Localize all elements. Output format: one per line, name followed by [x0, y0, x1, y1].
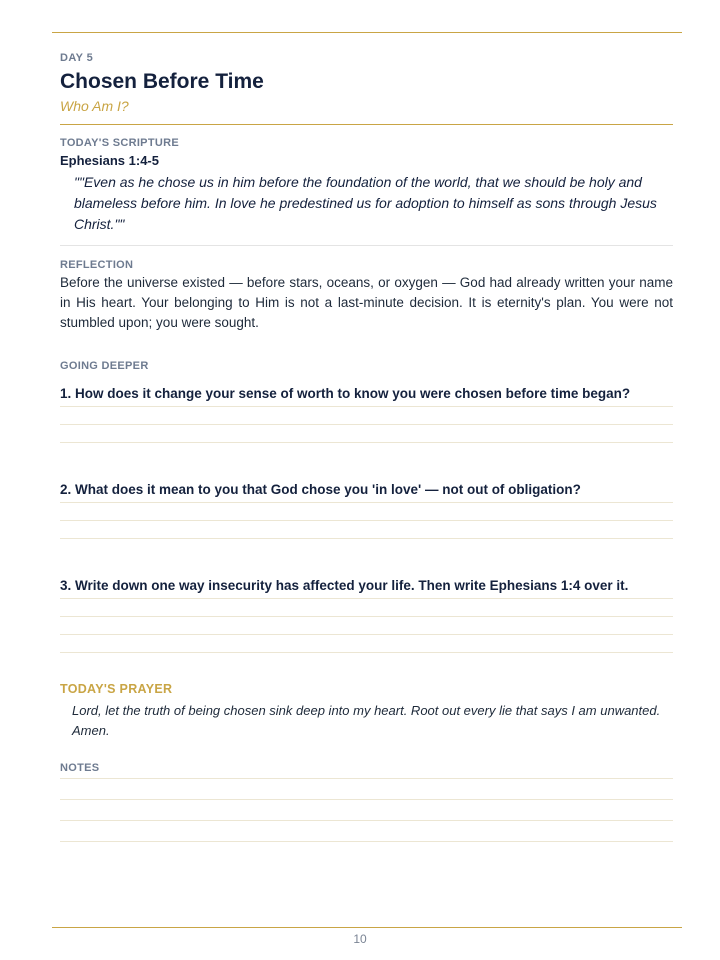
notes-line[interactable]	[60, 799, 673, 820]
question-list	[60, 382, 673, 670]
reflection-label: REFLECTION	[60, 259, 134, 271]
prayer-label: TODAY'S PRAYER	[60, 682, 173, 696]
answer-line[interactable]	[60, 616, 673, 634]
answer-line[interactable]	[60, 538, 673, 556]
devotional-page	[60, 50, 673, 862]
question-text: 3. Write down one way insecurity has affected your life. Then write Ephesians 1:4 over it.	[60, 578, 629, 593]
question-3	[60, 574, 673, 670]
answer-line[interactable]	[60, 634, 673, 652]
prayer-text: Lord, let the truth of being chosen sink deep into my heart. Root out every lie that says I am unwanted. Amen.	[72, 703, 661, 738]
scripture-divider	[60, 245, 673, 246]
notes-label: NOTES	[60, 762, 100, 774]
question-2	[60, 478, 673, 556]
question-text: 1. How does it change your sense of worth to know you were chosen before time began?	[60, 386, 631, 401]
answer-line[interactable]	[60, 598, 673, 616]
notes-line[interactable]	[60, 841, 673, 862]
reflection-text: Before the universe existed — before stars, oceans, or oxygen — God had already written your name in His heart. Your belonging to Him is not a last-minute decision. It is eternity's plan. You were not stumbled upon; you were sought.	[60, 275, 673, 330]
question-1	[60, 382, 673, 460]
answer-line[interactable]	[60, 502, 673, 520]
page-number: 10	[353, 932, 367, 946]
bottom-divider	[52, 927, 682, 928]
notes-line[interactable]	[60, 778, 673, 799]
header-divider	[60, 124, 673, 125]
going-deeper-label: GOING DEEPER	[60, 360, 149, 372]
answer-line[interactable]	[60, 652, 673, 670]
answer-line[interactable]	[60, 406, 673, 424]
answer-line[interactable]	[60, 442, 673, 460]
scripture-reference: Ephesians 1:4-5	[60, 153, 159, 168]
scripture-label: TODAY'S SCRIPTURE	[60, 137, 179, 149]
scripture-text: ""Even as he chose us in him before the foundation of the world, that we should be holy and blameless before him. In love he predestined us for adoption to himself as sons through Jesus Christ.""	[74, 174, 657, 232]
answer-line[interactable]	[60, 424, 673, 442]
notes-area[interactable]	[60, 778, 673, 862]
answer-line[interactable]	[60, 520, 673, 538]
question-text: 2. What does it mean to you that God chose you 'in love' — not out of obligation?	[60, 482, 581, 497]
page-title: Chosen Before Time	[60, 70, 264, 93]
top-divider	[52, 32, 682, 33]
page-subtitle: Who Am I?	[60, 98, 129, 114]
notes-line[interactable]	[60, 820, 673, 841]
day-label: DAY 5	[60, 52, 94, 64]
